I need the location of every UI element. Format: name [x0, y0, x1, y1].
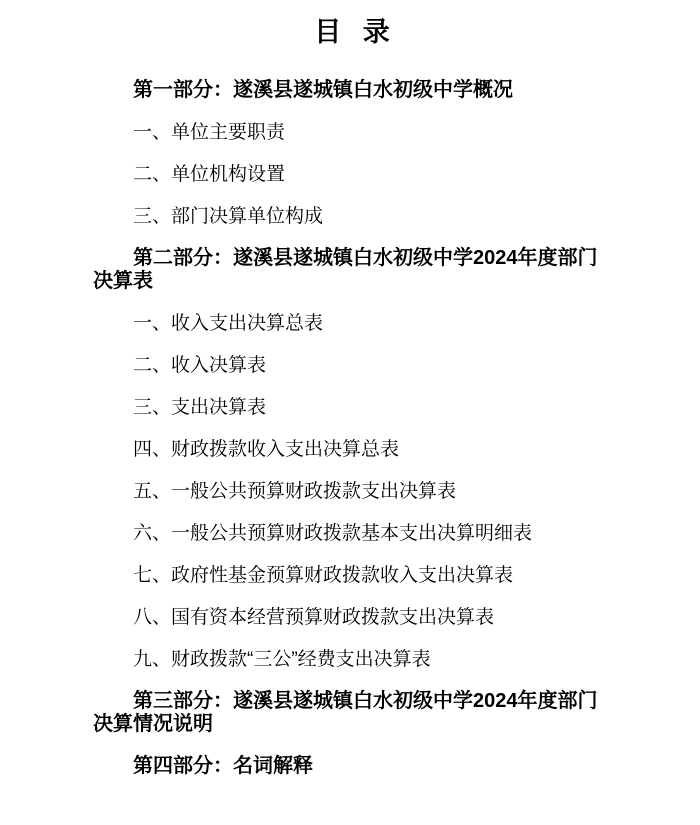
toc-item: 二、收入决算表: [133, 355, 267, 376]
toc-item: 二、单位机构设置: [133, 164, 286, 185]
toc-item: 三、部门决算单位构成: [133, 206, 324, 227]
toc-item: 五、一般公共预算财政拨款支出决算表: [133, 481, 457, 502]
section-heading-part1: 第一部分：遂溪县遂城镇白水初级中学概况: [133, 79, 513, 101]
section-heading-part2: 第二部分：遂溪县遂城镇白水初级中学2024年度部门决算表: [93, 247, 598, 292]
toc-item: 一、单位主要职责: [133, 122, 286, 143]
section-heading-part4: 第四部分：名词解释: [133, 755, 313, 777]
toc-item: 一、收入支出决算总表: [133, 313, 324, 334]
toc-title: 目 录: [314, 17, 391, 47]
section-heading-part3: 第三部分：遂溪县遂城镇白水初级中学2024年度部门决算情况说明: [93, 690, 598, 735]
toc-item: 四、财政拨款收入支出决算总表: [133, 439, 400, 460]
toc-item: 三、支出决算表: [133, 397, 267, 418]
toc-item: 九、财政拨款“三公”经费支出决算表: [133, 649, 431, 670]
toc-item: 七、政府性基金预算财政拨款收入支出决算表: [133, 565, 514, 586]
toc-item: 六、一般公共预算财政拨款基本支出决算明细表: [133, 523, 533, 544]
toc-item: 八、国有资本经营预算财政拨款支出决算表: [133, 607, 495, 628]
